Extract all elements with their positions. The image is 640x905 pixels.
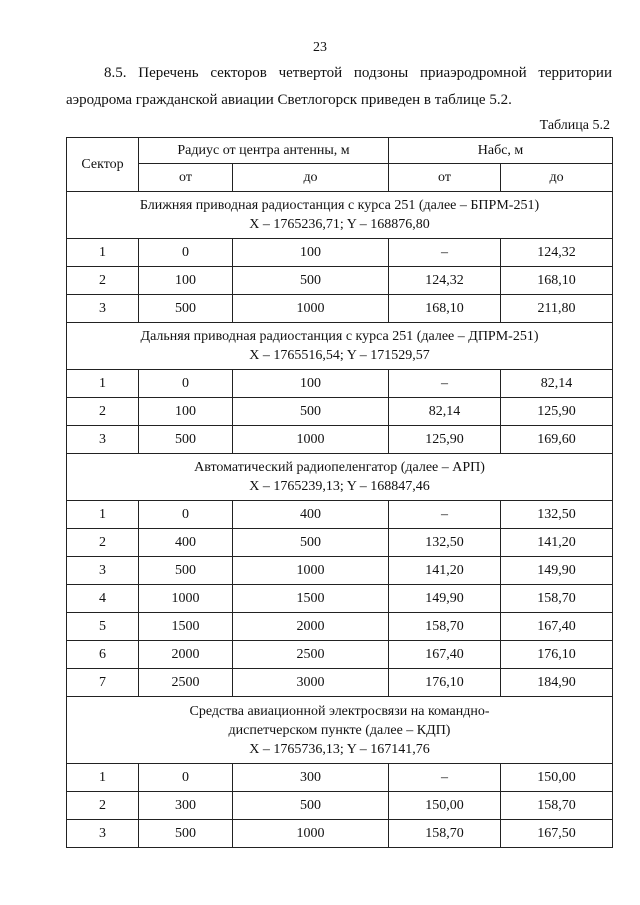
table-row	[67, 398, 613, 426]
cell-radius-to: 2500	[233, 641, 389, 669]
cell-sector: 1	[67, 370, 139, 398]
cell-sector: 3	[67, 820, 139, 848]
table-label: Таблица 5.2	[539, 118, 610, 133]
cell-sector: 1	[67, 764, 139, 792]
cell-radius-to: 500	[233, 529, 389, 557]
paragraph-line-2: аэродрома гражданской авиации Светлогорск приведен в таблице 5.2.	[66, 92, 512, 108]
table-row	[67, 820, 613, 848]
cell-habs-from: 158,70	[389, 613, 501, 641]
table-row	[67, 641, 613, 669]
section-title-line: Средства авиационной электросвязи на командно-	[189, 703, 490, 719]
table-row	[67, 370, 613, 398]
cell-radius-from: 1500	[139, 613, 233, 641]
cell-habs-to: 158,70	[501, 792, 613, 820]
cell-radius-from: 500	[139, 426, 233, 454]
cell-sector: 3	[67, 557, 139, 585]
table-row	[67, 764, 613, 792]
cell-habs-to: 124,32	[501, 239, 613, 267]
cell-radius-from: 400	[139, 529, 233, 557]
cell-radius-to: 1000	[233, 820, 389, 848]
cell-radius-from: 500	[139, 557, 233, 585]
cell-habs-to: 167,50	[501, 820, 613, 848]
cell-radius-to: 400	[233, 501, 389, 529]
cell-habs-from: 82,14	[389, 398, 501, 426]
cell-radius-to: 1500	[233, 585, 389, 613]
cell-radius-from: 500	[139, 820, 233, 848]
cell-sector: 2	[67, 398, 139, 426]
cell-sector: 3	[67, 295, 139, 323]
table-row	[67, 239, 613, 267]
cell-radius-from: 0	[139, 501, 233, 529]
cell-radius-from: 500	[139, 295, 233, 323]
cell-radius-from: 0	[139, 239, 233, 267]
cell-habs-to: 125,90	[501, 398, 613, 426]
cell-radius-from: 100	[139, 398, 233, 426]
cell-habs-to: 169,60	[501, 426, 613, 454]
cell-sector: 6	[67, 641, 139, 669]
header-radius-to: до	[233, 164, 389, 192]
cell-radius-from: 0	[139, 764, 233, 792]
section-title-line: диспетчерском пункте (далее – КДП)	[228, 722, 451, 738]
cell-radius-to: 100	[233, 239, 389, 267]
table-row	[67, 557, 613, 585]
section-header-row	[67, 323, 613, 370]
header-radius-from: от	[139, 164, 233, 192]
section-title-line: Автоматический радиопеленгатор (далее – АРП)	[194, 460, 485, 475]
cell-radius-from: 1000	[139, 585, 233, 613]
section-title-line: X – 1765736,13; Y – 167141,76	[249, 741, 430, 757]
cell-habs-to: 82,14	[501, 370, 613, 398]
cell-radius-to: 100	[233, 370, 389, 398]
cell-radius-to: 3000	[233, 669, 389, 697]
cell-sector: 2	[67, 267, 139, 295]
section-header-row	[67, 192, 613, 239]
section-title-line: X – 1765236,71; Y – 168876,80	[249, 217, 430, 232]
table-row	[67, 792, 613, 820]
cell-habs-to: 149,90	[501, 557, 613, 585]
cell-habs-from: 150,00	[389, 792, 501, 820]
cell-habs-from: 167,40	[389, 641, 501, 669]
cell-habs-from: –	[389, 239, 501, 267]
table-row	[67, 501, 613, 529]
cell-sector: 4	[67, 585, 139, 613]
cell-sector: 1	[67, 239, 139, 267]
cell-radius-to: 1000	[233, 426, 389, 454]
header-habs-to: до	[501, 164, 613, 192]
cell-sector: 1	[67, 501, 139, 529]
section-title-line: X – 1765516,54; Y – 171529,57	[249, 348, 430, 363]
section-title	[67, 454, 613, 501]
header-row-1	[67, 138, 613, 164]
cell-radius-to: 500	[233, 792, 389, 820]
cell-habs-to: 211,80	[501, 295, 613, 323]
header-habs-from: от	[389, 164, 501, 192]
cell-sector: 3	[67, 426, 139, 454]
cell-habs-from: 158,70	[389, 820, 501, 848]
section-header-row	[67, 697, 613, 764]
header-sector: Сектор	[67, 138, 139, 192]
cell-radius-to: 2000	[233, 613, 389, 641]
cell-habs-from: 168,10	[389, 295, 501, 323]
cell-radius-to: 300	[233, 764, 389, 792]
cell-sector: 2	[67, 529, 139, 557]
section-title-line: X – 1765239,13; Y – 168847,46	[249, 479, 430, 494]
section-title-line: Дальняя приводная радиостанция с курса 251 (далее – ДПРМ-251)	[140, 329, 539, 344]
cell-radius-from: 300	[139, 792, 233, 820]
cell-habs-to: 158,70	[501, 585, 613, 613]
cell-habs-to: 184,90	[501, 669, 613, 697]
cell-habs-to: 176,10	[501, 641, 613, 669]
cell-radius-from: 100	[139, 267, 233, 295]
table-row	[67, 585, 613, 613]
cell-radius-to: 1000	[233, 557, 389, 585]
cell-radius-to: 500	[233, 267, 389, 295]
table-row	[67, 295, 613, 323]
cell-sector: 7	[67, 669, 139, 697]
cell-habs-from: 125,90	[389, 426, 501, 454]
page-number: 23	[313, 40, 327, 55]
table-row	[67, 669, 613, 697]
paragraph	[66, 60, 612, 114]
cell-habs-from: 176,10	[389, 669, 501, 697]
cell-sector: 5	[67, 613, 139, 641]
cell-radius-from: 0	[139, 370, 233, 398]
table-row	[67, 267, 613, 295]
cell-radius-to: 1000	[233, 295, 389, 323]
table-row	[67, 426, 613, 454]
section-title	[67, 192, 613, 239]
table-row	[67, 529, 613, 557]
cell-habs-from: 124,32	[389, 267, 501, 295]
cell-habs-from: –	[389, 501, 501, 529]
cell-radius-from: 2000	[139, 641, 233, 669]
cell-sector: 2	[67, 792, 139, 820]
cell-radius-to: 500	[233, 398, 389, 426]
header-radius: Радиус от центра антенны, м	[139, 138, 389, 164]
header-row-2	[67, 164, 613, 192]
table-row	[67, 613, 613, 641]
section-title	[67, 323, 613, 370]
section-title	[67, 697, 613, 764]
cell-habs-to: 168,10	[501, 267, 613, 295]
cell-habs-from: 141,20	[389, 557, 501, 585]
cell-habs-to: 167,40	[501, 613, 613, 641]
cell-habs-from: –	[389, 370, 501, 398]
cell-habs-to: 150,00	[501, 764, 613, 792]
header-habs: Набс, м	[389, 138, 613, 164]
cell-habs-from: 132,50	[389, 529, 501, 557]
section-title-line: Ближняя приводная радиостанция с курса 251 (далее – БПРМ-251)	[139, 198, 540, 213]
paragraph-line-1: 8.5. Перечень секторов четвертой подзоны приаэродромной территории	[104, 65, 612, 81]
cell-habs-to: 132,50	[501, 501, 613, 529]
section-header-row	[67, 454, 613, 501]
sectors-table	[66, 137, 613, 848]
cell-habs-from: –	[389, 764, 501, 792]
cell-habs-from: 149,90	[389, 585, 501, 613]
cell-radius-from: 2500	[139, 669, 233, 697]
cell-habs-to: 141,20	[501, 529, 613, 557]
